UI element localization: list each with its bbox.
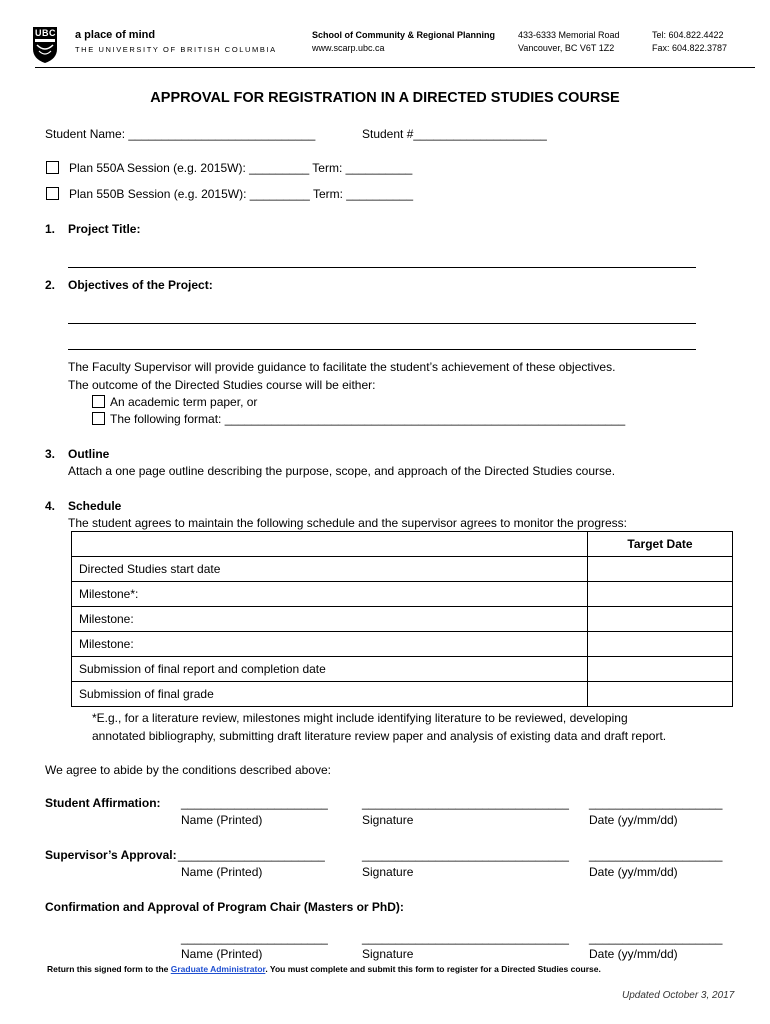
schedule-item: Milestone*: <box>72 582 588 607</box>
university-name: THE UNIVERSITY OF BRITISH COLUMBIA <box>75 45 277 54</box>
address-line-1: 433-6333 Memorial Road <box>518 30 620 40</box>
student-signature-line[interactable]: _______________________________ <box>362 796 569 810</box>
schedule-table <box>71 531 733 707</box>
target-date-cell[interactable] <box>588 582 733 607</box>
student-affirmation-label: Student Affirmation: <box>45 796 161 810</box>
school-website: www.scarp.ubc.ca <box>312 43 385 53</box>
other-format-label[interactable]: The following format: ____________________________________________________________ <box>110 412 626 426</box>
project-title-line[interactable] <box>68 267 696 268</box>
ubc-logo-text: UBC <box>35 28 56 38</box>
agreement-text: We agree to abide by the conditions described above: <box>45 763 331 777</box>
table-header-row <box>72 532 733 557</box>
supervisor-name-line[interactable]: ______________________ <box>178 848 325 862</box>
supervisor-name-caption: Name (Printed) <box>181 865 263 879</box>
section-1-number: 1. <box>45 222 56 236</box>
table-row <box>72 582 733 607</box>
term-paper-checkbox[interactable] <box>92 395 105 408</box>
section-4-title: Schedule <box>68 499 122 513</box>
table-row <box>72 557 733 582</box>
supervisor-signature-line[interactable]: _______________________________ <box>362 848 569 862</box>
section-4-number: 4. <box>45 499 56 513</box>
student-signature-caption: Signature <box>362 813 414 827</box>
section-2-number: 2. <box>45 278 56 292</box>
address-line-2: Vancouver, BC V6T 1Z2 <box>518 43 615 53</box>
term-paper-label: An academic term paper, or <box>110 395 258 409</box>
chair-name-line[interactable]: ______________________ <box>181 931 328 945</box>
target-date-header: Target Date <box>588 532 733 557</box>
section-1-title: Project Title: <box>68 222 141 236</box>
objectives-line-1[interactable] <box>68 323 696 324</box>
tagline: a place of mind <box>75 29 156 41</box>
chair-signature-caption: Signature <box>362 947 414 961</box>
section-3-number: 3. <box>45 447 56 461</box>
student-number-field[interactable]: Student #____________________ <box>362 127 547 141</box>
supervisor-signature-caption: Signature <box>362 865 414 879</box>
target-date-cell[interactable] <box>588 657 733 682</box>
table-header-blank <box>72 532 588 557</box>
plan-550b-checkbox[interactable] <box>46 187 59 200</box>
other-format-checkbox[interactable] <box>92 412 105 425</box>
outcome-text: The outcome of the Directed Studies course will be either: <box>68 378 376 392</box>
table-row <box>72 607 733 632</box>
schedule-item: Submission of final report and completion date <box>72 657 588 682</box>
telephone: Tel: 604.822.4422 <box>652 30 724 40</box>
school-name: School of Community & Regional Planning <box>312 30 496 40</box>
objectives-line-2[interactable] <box>68 349 696 350</box>
chair-confirmation-label: Confirmation and Approval of Program Chair (Masters or PhD): <box>45 900 404 914</box>
student-name-caption: Name (Printed) <box>181 813 263 827</box>
chair-name-caption: Name (Printed) <box>181 947 263 961</box>
section-4-text: The student agrees to maintain the following schedule and the supervisor agrees to monitor the progress: <box>68 516 627 530</box>
supervisor-date-caption: Date (yy/mm/dd) <box>589 865 678 879</box>
supervisor-approval-label: Supervisor’s Approval: <box>45 848 177 862</box>
chair-date-line[interactable]: ____________________ <box>589 931 723 945</box>
section-3-title: Outline <box>68 447 110 461</box>
student-date-caption: Date (yy/mm/dd) <box>589 813 678 827</box>
schedule-item: Directed Studies start date <box>72 557 588 582</box>
plan-550a-checkbox[interactable] <box>46 161 59 174</box>
target-date-cell[interactable] <box>588 632 733 657</box>
page-title: APPROVAL FOR REGISTRATION IN A DIRECTED STUDIES COURSE <box>150 90 620 106</box>
return-suffix: . You must complete and submit this form to register for a Directed Studies course. <box>265 964 601 974</box>
table-row <box>72 632 733 657</box>
chair-signature-line[interactable]: _______________________________ <box>362 931 569 945</box>
plan-550b-label: Plan 550B Session (e.g. 2015W): _________ Term: __________ <box>69 187 414 201</box>
header-divider <box>35 67 755 68</box>
section-3-text: Attach a one page outline describing the purpose, scope, and approach of the Directed Studies course. <box>68 464 616 478</box>
plan-550a-label: Plan 550A Session (e.g. 2015W): _________ Term: __________ <box>69 161 413 175</box>
schedule-item: Milestone: <box>72 632 588 657</box>
section-2-title: Objectives of the Project: <box>68 278 213 292</box>
target-date-cell[interactable] <box>588 557 733 582</box>
target-date-cell[interactable] <box>588 682 733 707</box>
supervisor-guidance-text: The Faculty Supervisor will provide guidance to facilitate the student’s achievement of these objectives. <box>68 360 616 374</box>
student-name-line[interactable]: ______________________ <box>181 796 328 810</box>
updated-date: Updated October 3, 2017 <box>622 990 735 1001</box>
graduate-administrator-link[interactable]: Graduate Administrator <box>170 964 266 974</box>
footnote-line-1: *E.g., for a literature review, milestones might include identifying literature to be reviewed, developing <box>92 711 628 725</box>
table-row <box>72 682 733 707</box>
student-date-line[interactable]: ____________________ <box>589 796 723 810</box>
footnote-line-2: annotated bibliography, submitting draft literature review paper and analysis of existing data and draft report. <box>92 729 667 743</box>
schedule-item: Submission of final grade <box>72 682 588 707</box>
chair-date-caption: Date (yy/mm/dd) <box>589 947 678 961</box>
supervisor-date-line[interactable]: ____________________ <box>589 848 723 862</box>
table-row <box>72 657 733 682</box>
target-date-cell[interactable] <box>588 607 733 632</box>
schedule-item: Milestone: <box>72 607 588 632</box>
return-prefix: Return this signed form to the <box>47 964 171 974</box>
ubc-logo <box>33 27 57 63</box>
return-instructions <box>47 964 601 974</box>
student-name-field[interactable]: Student Name: ____________________________ <box>45 127 316 141</box>
fax: Fax: 604.822.3787 <box>652 43 728 53</box>
